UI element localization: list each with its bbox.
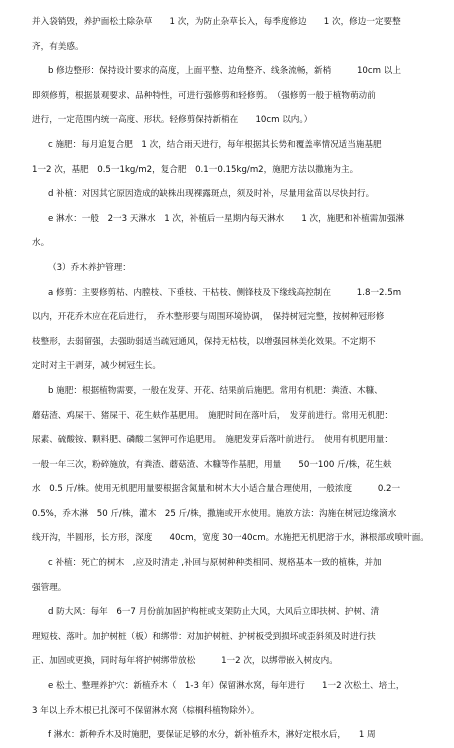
text-line: 进行，一定范围内统一高度、形状。轻修剪保持新梢在 10cm 以内。） bbox=[32, 115, 313, 126]
text-line: c 补植：死亡的树木 ,应及时清走 ,补回与原树种种类相同、规格基本一致的植株，并加 bbox=[48, 558, 382, 569]
text-line: b 修边整形：保持设计要求的高度，上面平整、边角整齐、线条流畅，新梢 10cm 以上 bbox=[48, 66, 401, 77]
text-line: d 防大风：每年 6一7 月份前加固护构桩或支架防止大风，大风后立即扶树、护树、清 bbox=[48, 607, 380, 618]
text-line: a 修剪：主要修剪枯、内膛枝、下垂枝、干枯枝、侧锋枝及下缘线高控制在 1.8一2.5m bbox=[48, 287, 402, 298]
text-line: （3）乔木养护管理： bbox=[48, 262, 131, 273]
text-line: 强管理。 bbox=[32, 582, 67, 593]
text-line: 线开沟，半圆形，长方形，深度 40cm，宽度 30一40cm。水施把无机肥溶于水，淋根部或喷叶面。 bbox=[32, 533, 429, 544]
text-line: 0.5%，乔木淋 50 斤/株，灌木 25 斤/株，撒施或开水使用。施放方法：沟施在树冠边缘滴水 bbox=[32, 508, 397, 519]
text-line: 一般一年三次，粉碎施放，有粪渣、蘑菇渣、木糠等作基肥，用量 50一100 斤/株，花生麸 bbox=[32, 459, 392, 470]
text-line: 尿素、硫酸铵、颗料肥、磷酸二氢钾可作追肥用。 施肥发芽后落叶前进行。 使用有机肥用量： bbox=[32, 435, 393, 446]
text-line: b 施肥：根据植物需要，一般在发芽、开花、结果前后施肥。常用有机肥：粪渣、木糠、 bbox=[48, 385, 383, 396]
text-line: 即须修剪，根据景观要求、品种特性，可进行强修剪和轻修剪。 （强修剪一般于植物萌动前 bbox=[32, 90, 376, 101]
text-line: 枝整形，去弱留强，去强助弱适当疏冠通风，保持无枯枝，以增强园林美化效果。不定期不 bbox=[32, 336, 376, 347]
text-line: 以内，开花乔木应在花后进行， 乔木整形要与周围环境协调， 保持树冠完整，按树种冠形修 bbox=[32, 312, 385, 323]
text-line: 1一2 次，基肥 0.5一1kg/m2，复合肥 0.1一0.15kg/m2，施肥方法以撒施为主。 bbox=[32, 164, 359, 175]
text-line: 3 年以上乔木根已扎深可不保留淋水窝（棕榈科植物除外）。 bbox=[32, 705, 260, 716]
text-line: 并入袋销毁，养护面松土除杂草 1 次，为防止杂草长入，每季度修边 1 次，修边一定要整 bbox=[32, 17, 401, 27]
text-line: f 淋水：新种乔木及时施肥，要保证足够的水分，新补植乔木，淋好定根水后， 1 周 bbox=[48, 730, 376, 741]
text-line: 理短枝、落叶。加护树桩（板）和绑带：对加护树桩、护树板受到损坏或歪斜须及时进行扶 bbox=[32, 631, 376, 642]
text-line: 定时对主干剥芽，减少树冠生长。 bbox=[32, 361, 161, 372]
text-line: e 松土、整理养护穴：新植乔木（ 1-3 年）保留淋水窝，每年进行 1一2 次松土、培土， bbox=[48, 681, 405, 692]
text-line: 水 0.5 斤/株。使用无机肥用量要根据含氮量和树木大小适合量合理使用，一般浓度 0.2一 bbox=[32, 484, 401, 495]
text-line: 齐，有美感。 bbox=[32, 41, 84, 52]
text-line: e 淋水：一般 2一3 天淋水 1 次，补植后一星期内每天淋水 1 次，施肥和补植需加强淋 bbox=[48, 213, 405, 224]
text-line: d 补植：对因其它原因造成的缺株出现裸露斑点，须及时补，尽量用盆苗以尽快封行。 bbox=[48, 189, 375, 200]
text-line: 水。 bbox=[32, 238, 50, 249]
text-line: 蘑菇渣、鸡屎干、猪屎干、花生麸作基肥用。 施肥时间在落叶后， 发芽前进行。常用无机肥： bbox=[32, 410, 393, 421]
text-line: c 施肥：每月追复合肥 1 次，结合雨天进行，每年根据其长势和覆盖率情况适当施基肥 bbox=[48, 139, 382, 150]
text-line: 正、加固或更换，同时每年将护树绑带放松 1一2 次，以绑带嵌入树皮内。 bbox=[32, 656, 338, 667]
